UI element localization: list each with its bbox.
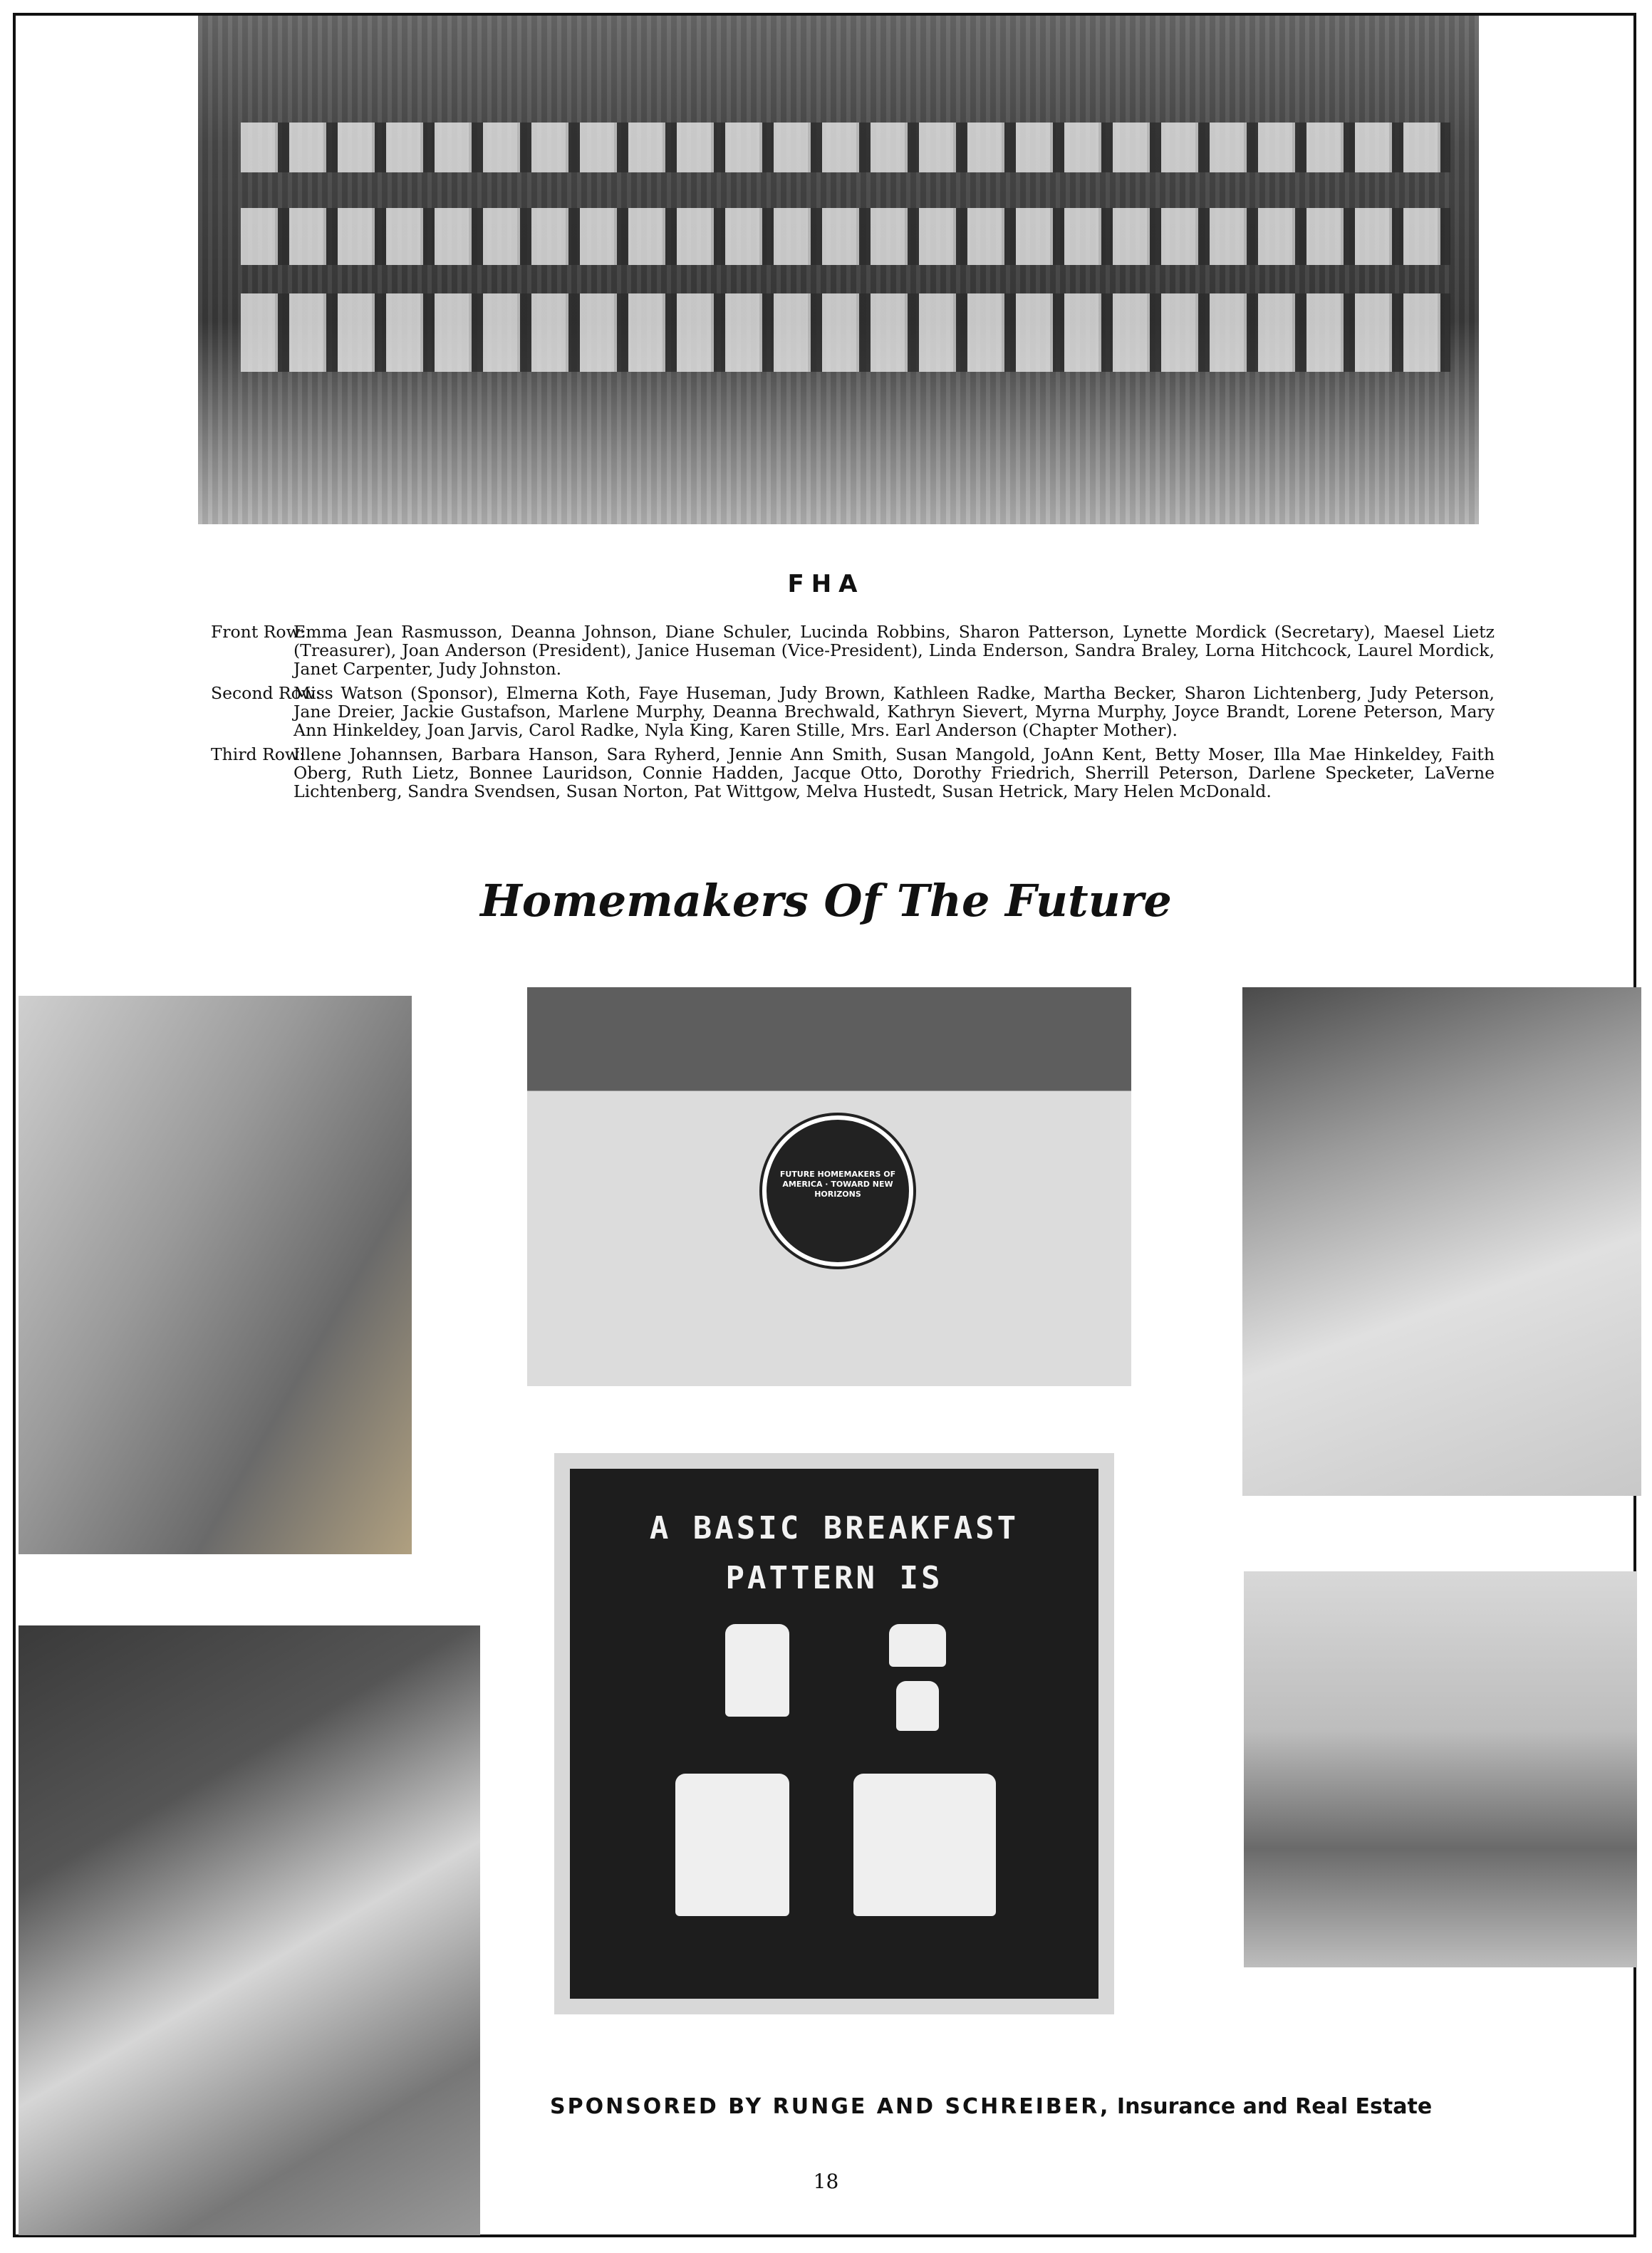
roster-names: Miss Watson (Sponsor), Elmerna Koth, Faye Huseman, Judy Brown, Kathleen Radke, Martha Becker, Sharon Lichtenberg, Judy Peterson, Jane Dreier, Jackie Gustafson, Marlene Murphy, Deanna Brechwald, Kathryn Sievert, Myrna Murphy, Joyce Brandt, Lorene Peterson, Mary Ann Hinkeldey, Joan Jarvis, Carol Radke, Nyla King, Karen Stille, Mrs. Earl Anderson (Chapter Mother). bbox=[293, 683, 1495, 740]
roster-label: Third Row: bbox=[211, 744, 305, 764]
board-card bbox=[675, 1774, 789, 1916]
group-photo bbox=[198, 16, 1479, 524]
roster-names: Illene Johannsen, Barbara Hanson, Sara Ryherd, Jennie Ann Smith, Susan Mangold, JoAnn Kent, Betty Moser, Illa Mae Hinkeldey, Faith Oberg, Ruth Lietz, Bonnee Lauridson, Connie Hadden, Jacque Otto, Dorothy Friedrich, Sherrill Peterson, Darlene Specketer, LaVerne Lichtenberg, Sandra Svendsen, Susan Norton, Pat Wittgow, Melva Hustedt, Susan Hetrick, Mary Helen McDonald. bbox=[293, 744, 1495, 801]
photo-mixing-bowl bbox=[1244, 1571, 1637, 1967]
roster-entry-front bbox=[211, 623, 1495, 678]
script-title: Homemakers Of The Future bbox=[480, 875, 1172, 927]
roster-names: Emma Jean Rasmusson, Deanna Johnson, Diane Schuler, Lucinda Robbins, Sharon Patterson, Lynette Mordick (Secretary), Maesel Lietz (Treasurer), Joan Anderson (President), Janice Huseman (Vice-President), Linda Enderson, Sandra Braley, Lorna Hitchcock, Laurel Mordick, Janet Carpenter, Judy Johnston. bbox=[293, 622, 1495, 679]
board-card bbox=[889, 1624, 946, 1667]
photo-sewing-machine bbox=[19, 996, 412, 1554]
roster-entry-second bbox=[211, 684, 1495, 739]
board-card bbox=[853, 1774, 996, 1916]
photo-kitchen-trio bbox=[1242, 987, 1641, 1496]
photo-fha-emblem-display bbox=[527, 987, 1131, 1386]
board-card bbox=[725, 1624, 789, 1717]
sponsor-line bbox=[550, 2094, 1432, 2119]
page-number: 18 bbox=[813, 2170, 839, 2193]
emblem-text: FUTURE HOMEMAKERS OF AMERICA · TOWARD NEW HORIZONS bbox=[779, 1170, 896, 1199]
photo-cutting-table bbox=[19, 1625, 480, 2235]
board-card bbox=[896, 1681, 939, 1731]
board-text-line2: PATTERN IS bbox=[725, 1560, 943, 1596]
roster-caption bbox=[211, 623, 1495, 806]
sponsor-business: Insurance and Real Estate bbox=[1116, 2094, 1433, 2119]
roster-label: Front Row: bbox=[211, 622, 306, 642]
fha-emblem-icon bbox=[762, 1115, 913, 1266]
sponsor-name: SPONSORED BY RUNGE AND SCHREIBER, bbox=[550, 2094, 1111, 2119]
photo-breakfast-board bbox=[554, 1453, 1114, 2014]
roster-entry-third bbox=[211, 745, 1495, 801]
roster-label: Second Row: bbox=[211, 683, 321, 703]
section-heading: FHA bbox=[787, 570, 865, 598]
board-text-line1: A BASIC BREAKFAST bbox=[649, 1510, 1019, 1546]
